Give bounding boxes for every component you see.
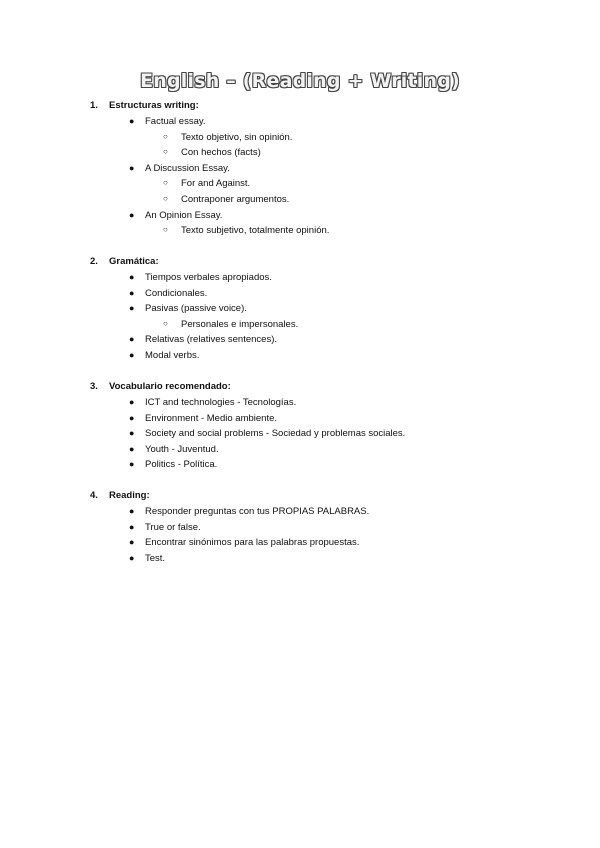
list-item-text: Encontrar sinónimos para las palabras propuestas. [145, 537, 360, 549]
section-label: Vocabulario recomendado: [109, 381, 231, 392]
hollow-bullet-icon: ○ [163, 193, 168, 203]
section-number: 3. [90, 381, 98, 392]
list-item [0, 210, 600, 226]
list-item-text: A Discussion Essay. [145, 162, 230, 174]
section-heading [0, 381, 600, 397]
hollow-bullet-icon: ○ [163, 225, 168, 235]
list-item-text: Pasivas (passive voice). [145, 303, 247, 315]
list-item-text: An Opinion Essay. [145, 209, 223, 221]
list-item-text: Modal verbs. [145, 349, 200, 361]
section-heading [0, 100, 600, 116]
list-item-text: Condicionales. [145, 287, 208, 299]
list-item [0, 350, 600, 366]
list-item [0, 428, 600, 444]
bullet-icon: ● [129, 506, 135, 516]
list-item [0, 163, 600, 179]
list-item [0, 272, 600, 288]
sub-list-item [0, 225, 600, 241]
section-gramatica [0, 256, 600, 366]
list-item-text: Test. [145, 552, 166, 564]
bullet-icon: ● [129, 459, 135, 470]
bullet-icon: ● [129, 116, 135, 126]
section-number: 4. [90, 490, 98, 501]
bullet-icon: ● [129, 537, 135, 548]
list-item [0, 303, 600, 319]
list-item-text: Youth - Juventud. [145, 443, 219, 455]
hollow-bullet-icon: ○ [163, 147, 168, 157]
bullet-icon: ● [129, 272, 135, 282]
sub-list-item-text: For and Against. [181, 178, 251, 190]
section-vocabulario-recomendado [0, 381, 600, 475]
bullet-icon: ● [129, 209, 135, 220]
section-label: Estructuras writing: [109, 100, 199, 111]
section-number: 1. [90, 100, 98, 111]
bullet-icon: ● [129, 428, 135, 439]
bullet-icon: ● [129, 521, 135, 532]
list-item [0, 459, 600, 475]
list-item [0, 334, 600, 350]
section-label: Gramática: [109, 256, 159, 267]
list-item-text: True or false. [145, 521, 201, 533]
bullet-icon: ● [129, 443, 135, 454]
sub-list-item-text: Contraponer argumentos. [181, 193, 290, 205]
list-item [0, 506, 600, 522]
list-item [0, 444, 600, 460]
bullet-icon: ● [129, 412, 135, 423]
sub-list-item [0, 147, 600, 163]
list-item-text: Responder preguntas con tus PROPIAS PALABRAS. [145, 506, 370, 517]
bullet-icon: ● [129, 349, 135, 360]
list-item [0, 116, 600, 132]
list-item-text: Tiempos verbales apropiados. [145, 272, 272, 283]
list-item-text: Relativas (relatives sentences). [145, 334, 277, 346]
sub-list-item-text: Texto objetivo, sin opinión. [181, 131, 293, 143]
list-item [0, 537, 600, 553]
hollow-bullet-icon: ○ [163, 318, 168, 328]
list-item [0, 522, 600, 538]
list-item-text: ICT and technologies - Tecnologías. [145, 397, 297, 408]
bullet-icon: ● [129, 397, 135, 407]
list-item [0, 288, 600, 304]
bullet-icon: ● [129, 334, 135, 345]
list-item-text: Factual essay. [145, 116, 206, 127]
sub-list-item-text: Personales e impersonales. [181, 318, 299, 330]
list-item [0, 413, 600, 429]
list-item [0, 553, 600, 569]
sub-list-item [0, 319, 600, 335]
list-item-text: Society and social problems - Sociedad y problemas sociales. [145, 428, 406, 440]
section-number: 2. [90, 256, 98, 267]
sub-list-item-text: Con hechos (facts) [181, 147, 261, 159]
list-item [0, 397, 600, 413]
section-heading [0, 490, 600, 506]
sub-list-item [0, 178, 600, 194]
bullet-icon: ● [129, 303, 135, 314]
list-item-text: Politics - Política. [145, 459, 218, 471]
bullet-icon: ● [129, 162, 135, 173]
hollow-bullet-icon: ○ [163, 131, 168, 141]
section-estructuras-writing [0, 100, 600, 241]
section-reading [0, 490, 600, 568]
sub-list-item [0, 132, 600, 148]
hollow-bullet-icon: ○ [163, 178, 168, 188]
bullet-icon: ● [129, 287, 135, 298]
list-item-text: Environment - Medio ambiente. [145, 412, 278, 424]
section-label: Reading: [109, 490, 150, 501]
bullet-icon: ● [129, 552, 135, 563]
page-title: English – (Reading + Writing) [140, 70, 460, 92]
sub-list-item-text: Texto subjetivo, totalmente opinión. [181, 225, 330, 237]
section-heading [0, 256, 600, 272]
sub-list-item [0, 194, 600, 210]
